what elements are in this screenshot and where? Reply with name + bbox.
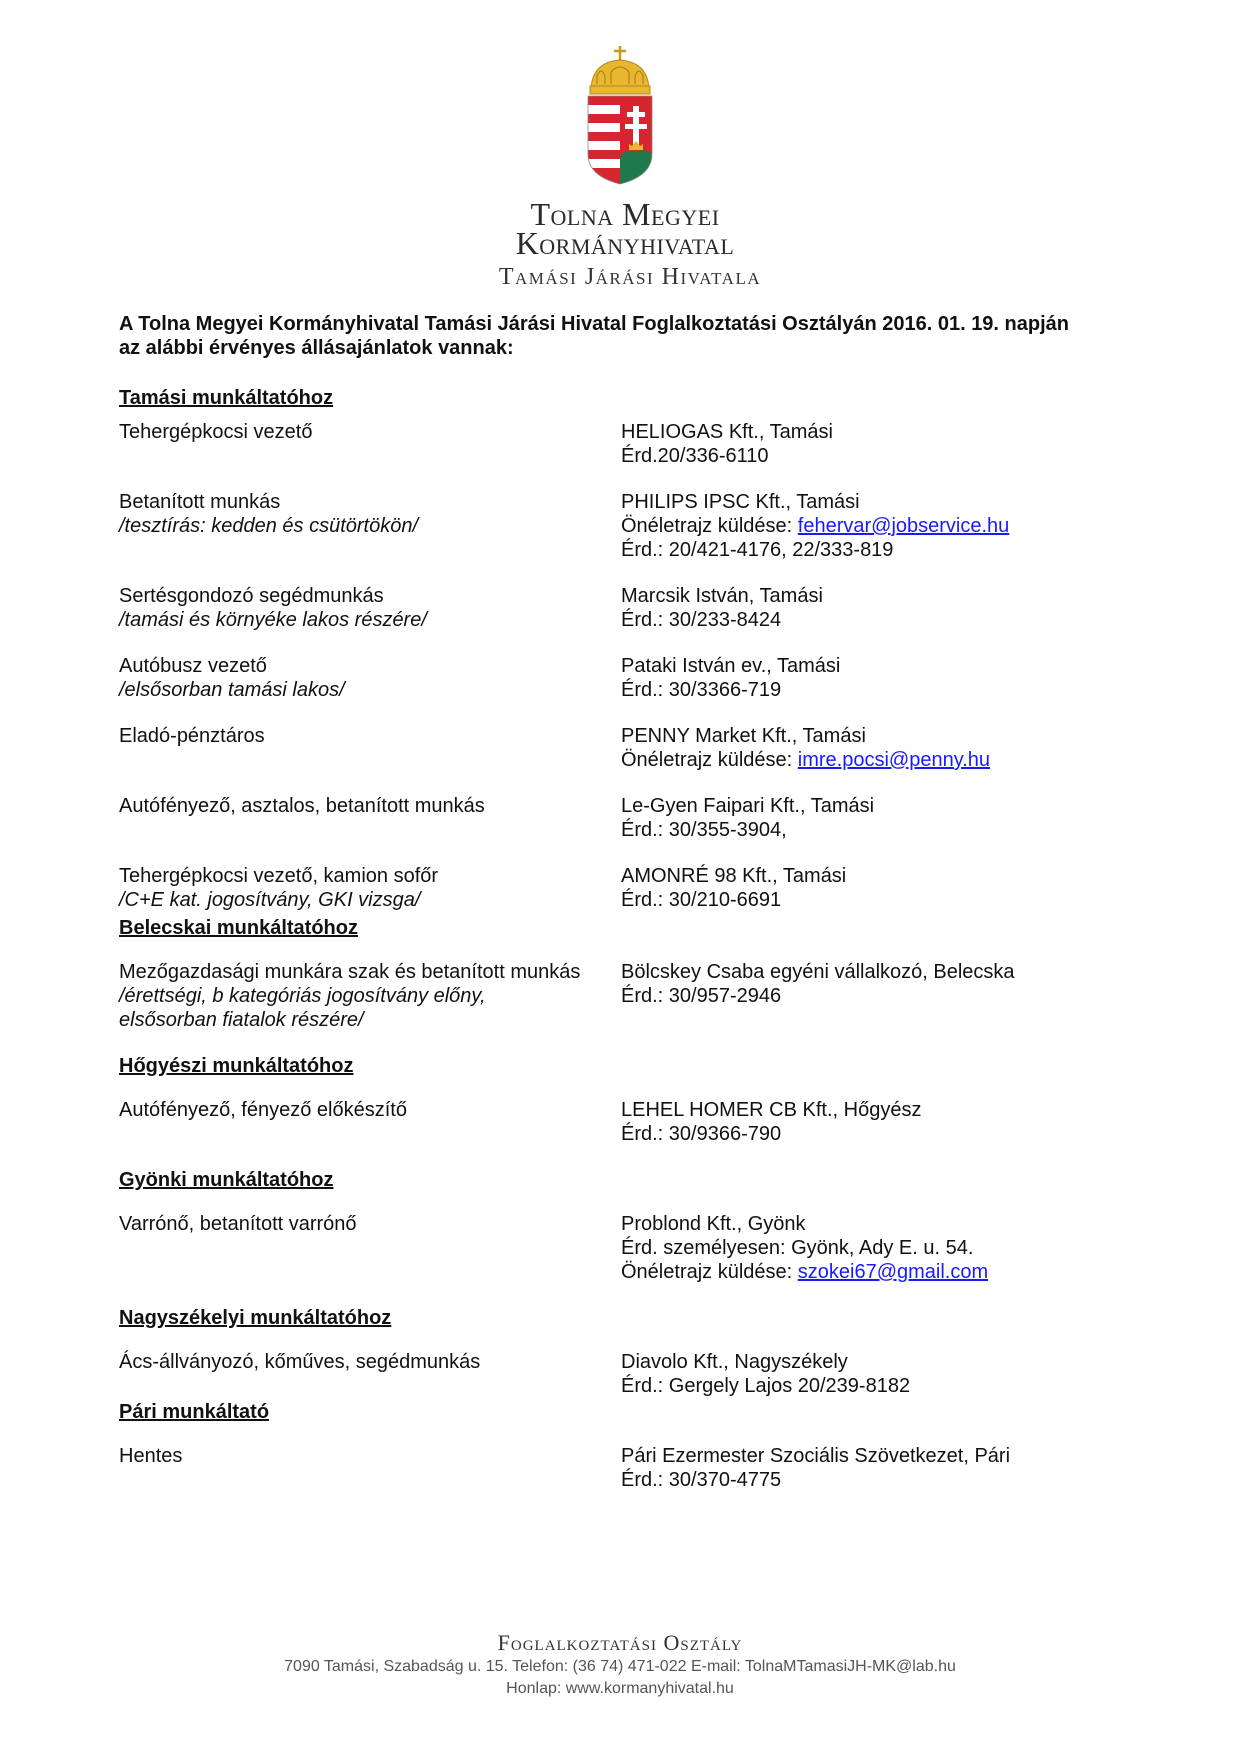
coat-of-arms-icon: [585, 44, 655, 186]
employer-info: [621, 1350, 1129, 1398]
contact-phone: Érd.20/336-6110: [621, 445, 769, 467]
employer-name: PHILIPS IPSC Kft., Tamási: [621, 491, 860, 513]
cv-label: Önéletrajz küldése:: [621, 1261, 798, 1283]
contact-phone: Érd.: 30/3366-719: [621, 679, 782, 701]
job-entry: [119, 584, 1129, 632]
job-title: Betanított munkás: [119, 491, 281, 513]
employer-info: [621, 1212, 1129, 1284]
job-title: Varrónő, betanított varrónő: [119, 1213, 357, 1235]
job-entry: [119, 1350, 1129, 1398]
section-heading: Nagyszékelyi munkáltatóhoz: [119, 1307, 392, 1329]
job-title: Autófényező, asztalos, betanított munkás: [119, 795, 485, 817]
footer: [0, 1630, 1240, 1700]
employer-name: Pataki István ev., Tamási: [621, 655, 841, 677]
cv-label: Önéletrajz küldése:: [621, 749, 798, 771]
job-section: [119, 916, 1129, 1032]
job-entry: [119, 490, 1129, 562]
job-title: Tehergépkocsi vezető: [119, 421, 313, 443]
job-note: /tamási és környéke lakos részére/: [119, 609, 427, 631]
contact-phone: Érd.: 30/957-2946: [621, 985, 782, 1007]
cv-submission: [621, 748, 1129, 772]
intro-line1: A Tolna Megyei Kormányhivatal Tamási Járási Hivatal Foglalkoztatási Osztályán 2016. 01. 19. napján: [119, 313, 1069, 335]
employer-name: AMONRÉ 98 Kft., Tamási: [621, 865, 847, 887]
contact-phone: Érd.: 30/233-8424: [621, 609, 782, 631]
job-info: [119, 584, 621, 632]
employer-name: Marcsik István, Tamási: [621, 585, 823, 607]
employer-name: Diavolo Kft., Nagyszékely: [621, 1351, 848, 1373]
job-title: Hentes: [119, 1445, 183, 1467]
employer-info: [621, 584, 1129, 632]
section-heading: Tamási munkáltatóhoz: [119, 387, 334, 409]
employer-info: [621, 794, 1129, 842]
employer-name: LEHEL HOMER CB Kft., Hőgyész: [621, 1099, 922, 1121]
intro-line2: az alábbi érvényes állásajánlatok vannak:: [119, 337, 514, 359]
job-title: Eladó-pénztáros: [119, 725, 265, 747]
job-entry: [119, 1098, 1129, 1146]
job-listings: [119, 386, 1129, 1492]
contact-phone: Érd.: 20/421-4176, 22/333-819: [621, 539, 894, 561]
job-info: [119, 490, 621, 562]
job-info: [119, 420, 621, 468]
employer-info: [621, 724, 1129, 772]
job-note: /érettségi, b kategóriás jogosítvány előny,: [119, 985, 486, 1007]
job-section: [119, 1400, 1129, 1492]
job-section: [119, 1168, 1129, 1284]
job-title: Sertésgondozó segédmunkás: [119, 585, 384, 607]
section-heading: Hőgyészi munkáltatóhoz: [119, 1055, 354, 1077]
employer-name: Pári Ezermester Szociális Szövetkezet, Pári: [621, 1445, 1011, 1467]
footer-website: Honlap: www.kormanyhivatal.hu: [506, 1680, 734, 1697]
job-entry: [119, 654, 1129, 702]
cv-submission: [621, 1260, 1129, 1284]
job-note: /C+E kat. jogosítvány, GKI vizsga/: [119, 889, 421, 911]
job-note: /tesztírás: kedden és csütörtökön/: [119, 515, 419, 537]
cv-submission: [621, 514, 1129, 538]
job-info: [119, 794, 621, 842]
job-info: [119, 1444, 621, 1492]
job-title: Tehergépkocsi vezető, kamion sofőr: [119, 865, 439, 887]
job-section: [119, 386, 1129, 912]
job-note: elsősorban fiatalok részére/: [119, 1009, 364, 1031]
job-entry: [119, 420, 1129, 468]
section-heading: Pári munkáltató: [119, 1401, 270, 1423]
job-title: Autófényező, fényező előkészítő: [119, 1099, 407, 1121]
contact-phone: Érd. személyesen: Gyönk, Ady E. u. 54.: [621, 1237, 974, 1259]
employer-info: [621, 654, 1129, 702]
org-name-line1: Tolna Megyei: [530, 196, 720, 232]
section-heading: Belecskai munkáltatóhoz: [119, 917, 358, 939]
employer-name: Bölcskey Csaba egyéni vállalkozó, Belecska: [621, 961, 1015, 983]
org-name-line3: Tamási Járási Hivatala: [498, 264, 762, 290]
cv-label: Önéletrajz küldése:: [621, 515, 798, 537]
header-logo: [0, 44, 1240, 291]
footer-title: Foglalkoztatási Osztály: [497, 1630, 743, 1655]
contact-phone: Érd.: 30/355-3904,: [621, 819, 787, 841]
employer-info: [621, 1444, 1129, 1492]
employer-info: [621, 864, 1129, 912]
job-info: [119, 1098, 621, 1146]
employer-info: [621, 420, 1129, 468]
job-entry: [119, 1212, 1129, 1284]
employer-info: [621, 490, 1129, 562]
contact-phone: Érd.: 30/370-4775: [621, 1469, 782, 1491]
employer-name: PENNY Market Kft., Tamási: [621, 725, 866, 747]
job-entry: [119, 960, 1129, 1032]
contact-phone: Érd.: Gergely Lajos 20/239-8182: [621, 1375, 911, 1397]
intro-paragraph: [119, 312, 1139, 360]
job-note: /elsősorban tamási lakos/: [119, 679, 345, 701]
employer-name: Problond Kft., Gyönk: [621, 1213, 806, 1235]
job-info: [119, 1212, 621, 1284]
job-title: Autóbusz vezető: [119, 655, 267, 677]
email-link[interactable]: fehervar@jobservice.hu: [797, 515, 1010, 537]
org-name-line2: Kormányhivatal: [515, 225, 735, 261]
job-entry: [119, 864, 1129, 912]
employer-info: [621, 960, 1129, 1032]
job-info: [119, 1350, 621, 1398]
job-info: [119, 654, 621, 702]
employer-info: [621, 1098, 1129, 1146]
job-section: [119, 1054, 1129, 1146]
job-info: [119, 724, 621, 772]
employer-name: HELIOGAS Kft., Tamási: [621, 421, 833, 443]
footer-address: 7090 Tamási, Szabadság u. 15. Telefon: (36 74) 471-022 E-mail: TolnaMTamasiJH-MK@lab.hu: [284, 1658, 956, 1675]
section-heading: Gyönki munkáltatóhoz: [119, 1169, 334, 1191]
job-title: Mezőgazdasági munkára szak és betanított munkás: [119, 961, 581, 983]
contact-phone: Érd.: 30/210-6691: [621, 889, 782, 911]
job-entry: [119, 1444, 1129, 1492]
contact-phone: Érd.: 30/9366-790: [621, 1123, 782, 1145]
job-title: Ács-állványozó, kőműves, segédmunkás: [119, 1351, 481, 1373]
email-link[interactable]: imre.pocsi@penny.hu: [797, 749, 991, 771]
employer-name: Le-Gyen Faipari Kft., Tamási: [621, 795, 875, 817]
job-entry: [119, 794, 1129, 842]
job-entry: [119, 724, 1129, 772]
job-section: [119, 1306, 1129, 1398]
job-info: [119, 960, 621, 1032]
job-info: [119, 864, 621, 912]
email-link[interactable]: szokei67@gmail.com: [797, 1261, 989, 1283]
